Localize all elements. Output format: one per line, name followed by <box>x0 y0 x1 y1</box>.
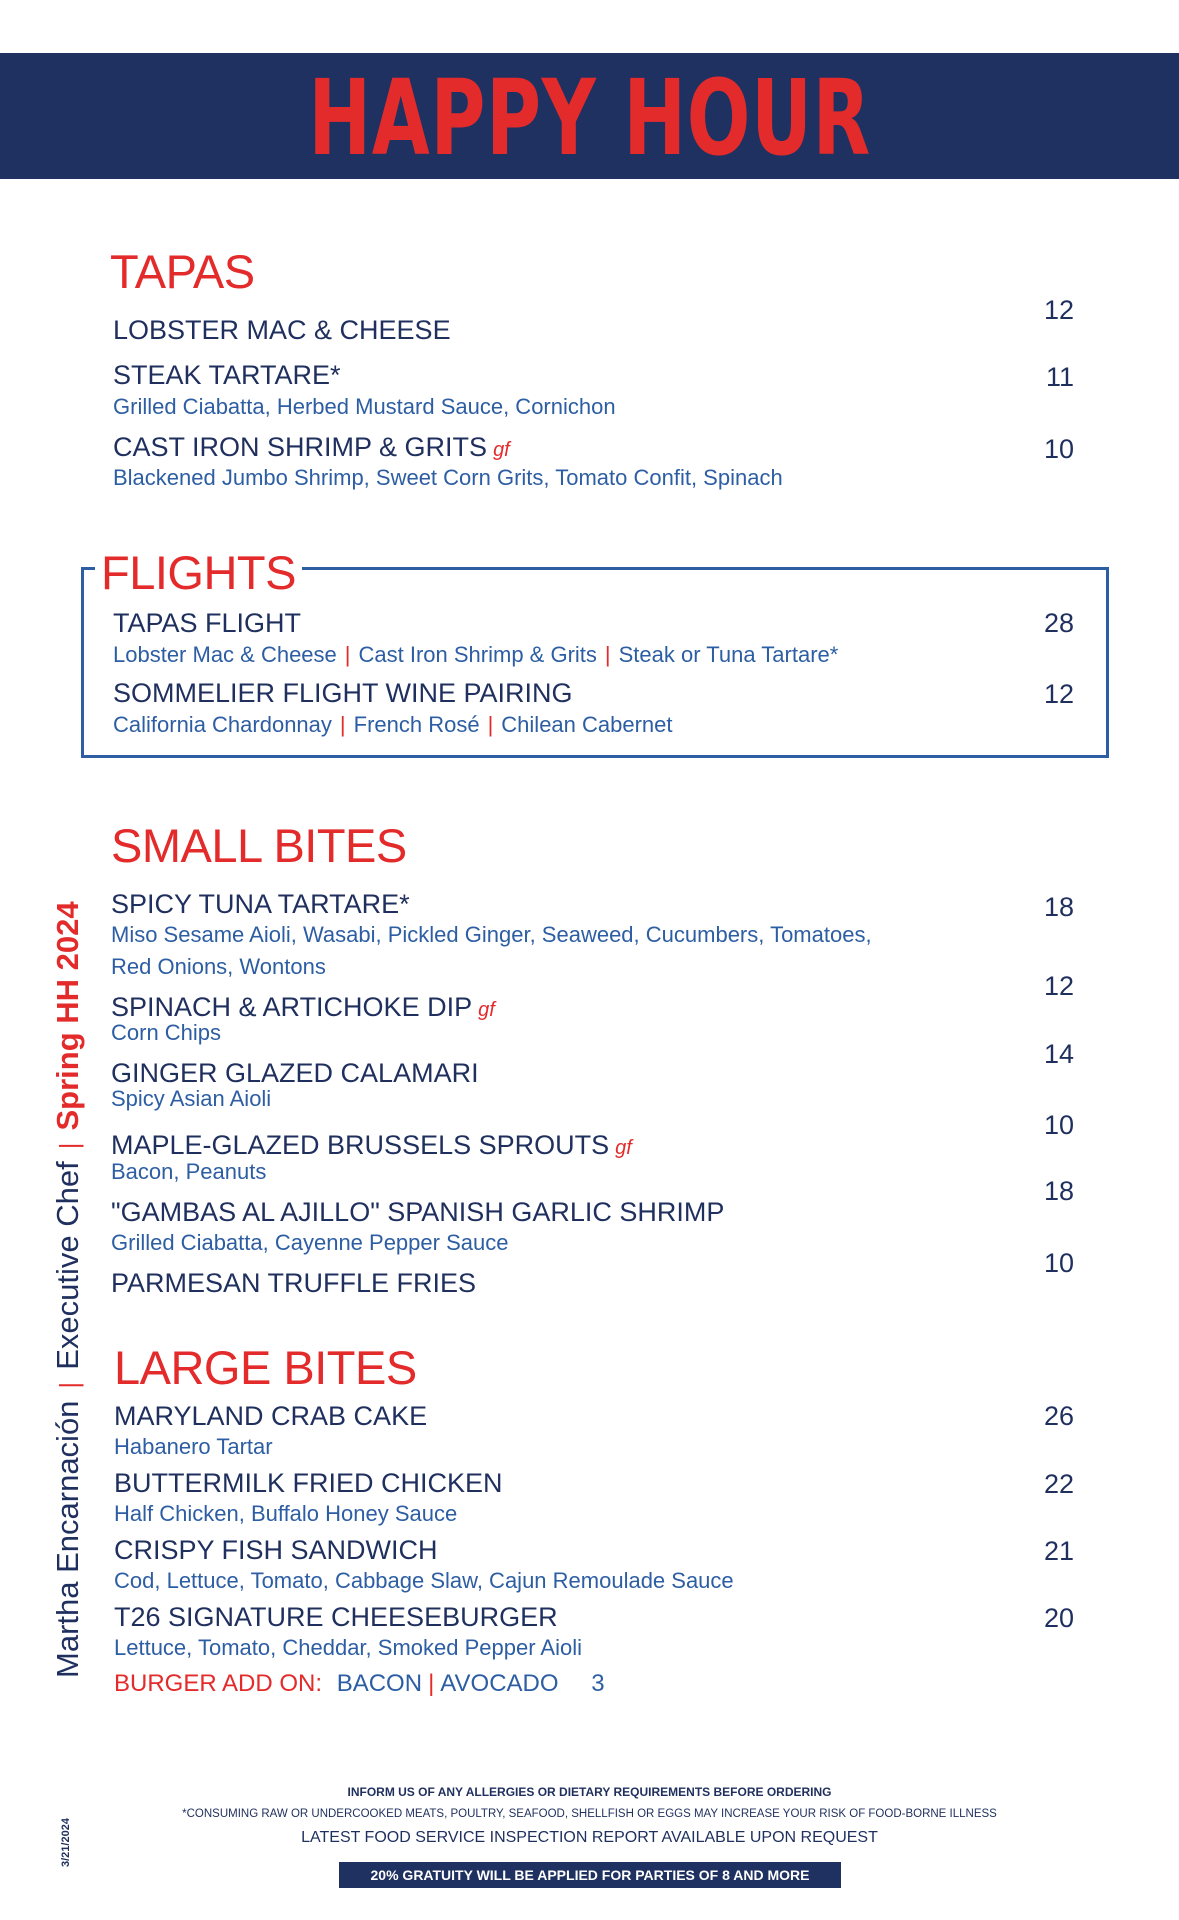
menu-item-name <box>113 434 510 461</box>
burger-addon <box>114 1672 605 1696</box>
section-title-small-bites: SMALL BITES <box>111 819 407 872</box>
menu-item-price: 11 <box>1045 362 1074 392</box>
menu-item-desc: Lettuce, Tomato, Cheddar, Smoked Pepper Aioli <box>114 1635 582 1660</box>
menu-item-desc: Miso Sesame Aioli, Wasabi, Pickled Ginger, Seaweed, Cucumbers, Tomatoes, <box>111 922 872 947</box>
menu-item-desc: Blackened Jumbo Shrimp, Sweet Corn Grits, Tomato Confit, Spinach <box>113 465 783 490</box>
menu-item-desc: Habanero Tartar <box>114 1434 273 1459</box>
menu-item-name: SPICY TUNA TARTARE* <box>111 889 410 919</box>
menu-item-desc: Grilled Ciabatta, Herbed Mustard Sauce, Cornichon <box>113 394 616 419</box>
menu-item-price: 12 <box>1043 679 1074 709</box>
menu-item-name-text: SPINACH & ARTICHOKE DIP <box>111 992 473 1022</box>
section-title-tapas: TAPAS <box>110 245 255 298</box>
flight-part: French Rosé <box>353 712 480 737</box>
header-banner <box>0 53 1179 179</box>
flight-part: Lobster Mac & Cheese <box>113 642 337 667</box>
menu-item-name: CRISPY FISH SANDWICH <box>114 1535 438 1565</box>
gluten-free-badge: gf <box>478 999 495 1021</box>
menu-item-price: 28 <box>1043 608 1074 638</box>
season-label: Spring HH 2024 <box>50 901 85 1131</box>
menu-item-name: MARYLAND CRAB CAKE <box>114 1401 428 1431</box>
menu-item-price: 18 <box>1043 892 1074 922</box>
menu-item-price: 10 <box>1043 1248 1074 1278</box>
consumption-warning: *CONSUMING RAW OR UNDERCOOKED MEATS, POULTRY, SEAFOOD, SHELLFISH OR EGGS MAY INCREASE YOUR RISK OF FOOD-BORNE ILLNESS <box>182 1808 997 1820</box>
menu-item-price: 10 <box>1043 1110 1074 1140</box>
menu-item-price: 22 <box>1043 1469 1074 1499</box>
addon-option: BACON <box>336 1670 423 1697</box>
chef-role: Executive Chef <box>50 1161 85 1370</box>
page-title: HAPPY HOUR <box>308 57 871 179</box>
menu-item-name: LOBSTER MAC & CHEESE <box>113 315 451 345</box>
gratuity-notice: 20% GRATUITY WILL BE APPLIED FOR PARTIES OF 8 AND MORE <box>339 1862 841 1888</box>
addon-label: BURGER ADD ON: <box>114 1670 323 1697</box>
flight-part: Chilean Cabernet <box>501 712 673 737</box>
menu-item-desc <box>113 714 673 736</box>
separator: | <box>339 712 346 737</box>
separator: | <box>487 712 494 737</box>
gluten-free-badge: gf <box>615 1137 632 1159</box>
flight-part: Cast Iron Shrimp & Grits <box>358 642 597 667</box>
menu-item-desc: Spicy Asian Aioli <box>111 1086 272 1111</box>
inspection-notice: LATEST FOOD SERVICE INSPECTION REPORT AVAILABLE UPON REQUEST <box>301 1829 878 1846</box>
menu-item-name-text: MAPLE-GLAZED BRUSSELS SPROUTS <box>111 1130 610 1160</box>
separator: | <box>428 1670 435 1697</box>
gluten-free-badge: gf <box>493 439 510 461</box>
separator: | <box>54 1381 84 1389</box>
menu-item-name: SOMMELIER FLIGHT WINE PAIRING <box>113 678 573 708</box>
menu-item-desc: Bacon, Peanuts <box>111 1159 267 1184</box>
menu-item-price: 21 <box>1043 1536 1074 1566</box>
menu-item-desc: Corn Chips <box>111 1020 222 1045</box>
menu-item-name <box>111 1132 632 1159</box>
menu-item-price: 10 <box>1043 434 1074 464</box>
menu-item-name: BUTTERMILK FRIED CHICKEN <box>114 1468 503 1498</box>
addon-price: 3 <box>591 1670 605 1697</box>
section-title-large-bites: LARGE BITES <box>114 1341 417 1394</box>
menu-item-desc: Cod, Lettuce, Tomato, Cabbage Slaw, Cajun Remoulade Sauce <box>114 1568 734 1593</box>
menu-item-desc <box>113 644 838 666</box>
addon-option: AVOCADO <box>440 1670 559 1697</box>
menu-item-price: 20 <box>1043 1603 1074 1633</box>
menu-item-desc: Grilled Ciabatta, Cayenne Pepper Sauce <box>111 1230 509 1255</box>
flight-part: California Chardonnay <box>113 712 332 737</box>
menu-item-price: 14 <box>1043 1039 1074 1069</box>
menu-item-price: 18 <box>1043 1176 1074 1206</box>
menu-item-name: "GAMBAS AL AJILLO" SPANISH GARLIC SHRIMP <box>111 1197 725 1227</box>
menu-item-price: 26 <box>1043 1401 1074 1431</box>
menu-item-name: GINGER GLAZED CALAMARI <box>111 1058 479 1088</box>
separator: | <box>344 642 351 667</box>
section-title-flights: FLIGHTS <box>95 549 302 596</box>
menu-item-name: T26 SIGNATURE CHEESEBURGER <box>114 1602 558 1632</box>
menu-item-name: PARMESAN TRUFFLE FRIES <box>111 1268 477 1298</box>
allergy-notice: INFORM US OF ANY ALLERGIES OR DIETARY REQUIREMENTS BEFORE ORDERING <box>347 1785 832 1799</box>
menu-item-desc: Red Onions, Wontons <box>111 954 326 979</box>
menu-item-price: 12 <box>1043 971 1074 1001</box>
menu-item-desc: Half Chicken, Buffalo Honey Sauce <box>114 1501 458 1526</box>
menu-item-price: 12 <box>1043 295 1074 325</box>
separator: | <box>604 642 611 667</box>
chef-credit <box>52 901 83 1678</box>
menu-item-name <box>111 994 495 1021</box>
flight-part: Steak or Tuna Tartare* <box>618 642 839 667</box>
menu-item-name: STEAK TARTARE* <box>113 360 341 390</box>
chef-name: Martha Encarnación <box>50 1400 85 1678</box>
menu-item-name-text: CAST IRON SHRIMP & GRITS <box>113 432 488 462</box>
menu-item-name: TAPAS FLIGHT <box>113 608 302 638</box>
separator: | <box>54 1142 84 1150</box>
menu-date: 3/21/2024 <box>60 1818 72 1867</box>
